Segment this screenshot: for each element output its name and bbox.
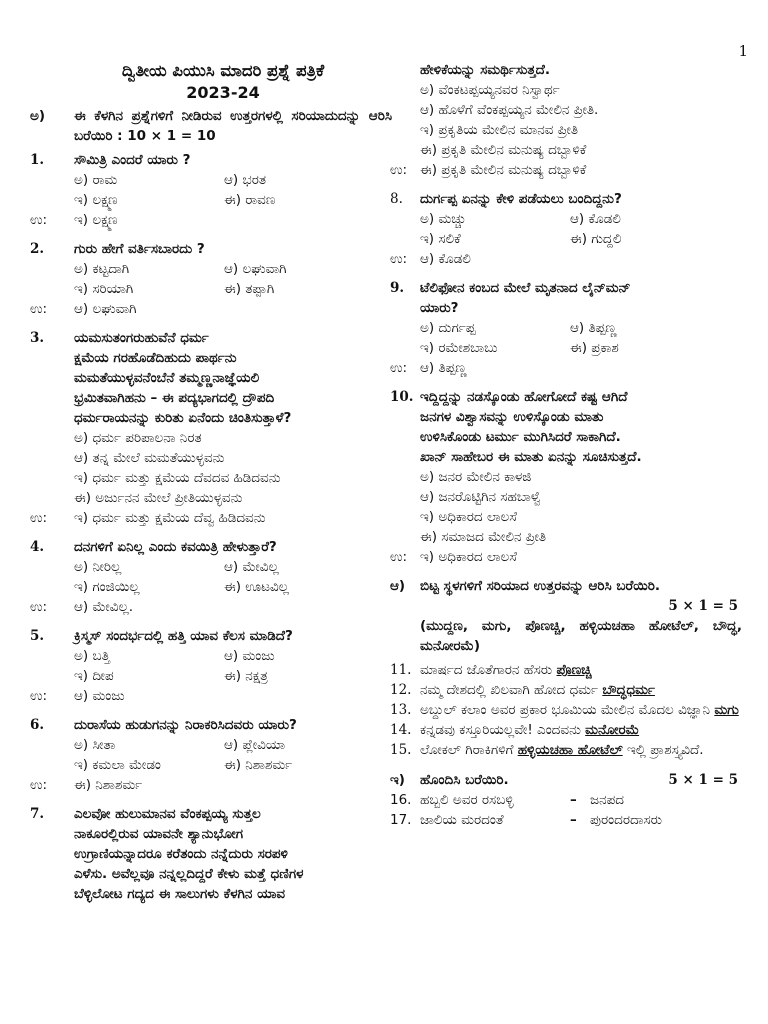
question-number: 1.	[30, 152, 45, 168]
section-label: ಆ)	[390, 578, 406, 594]
fill-item	[390, 700, 742, 720]
question-line: ಎಳೆಸು. ಅವೆಲ್ಲವೂ ನನ್ನಲ್ಲದಿದ್ದರೆ ಕೇಳು ಮತ್ತೆ ಧಣಿಗಳ	[74, 866, 304, 882]
item-number: 14.	[390, 722, 412, 738]
answer	[390, 160, 742, 180]
answer-text: ಈ) ನಿಶಾಶರ್ಮ	[74, 777, 143, 793]
match-item	[390, 790, 742, 810]
question-number: 10.	[390, 389, 414, 405]
item-text: ನಮ್ಮ ದೇಶದಲ್ಲಿ ಖಿಲವಾಗಿ ಹೋದ ಧರ್ಮ	[420, 682, 603, 698]
question-line: ಯಾರು?	[420, 300, 459, 316]
question	[30, 715, 392, 795]
option: ಆ) ಹೊಳೆಗೆ ವೆಂಕಪ್ಪಯ್ಯನ ಮೇಲಿನ ಪ್ರೀತಿ.	[420, 102, 599, 118]
answer-label: ಉ:	[30, 777, 48, 793]
answer-text: ಆ) ಲಘುವಾಗಿ	[74, 301, 137, 317]
fill-item	[390, 680, 742, 700]
question	[390, 189, 742, 269]
answer	[30, 686, 392, 706]
fill-item	[390, 720, 742, 740]
option: ಈ) ಅರ್ಜುನನ ಮೇಲೆ ಪ್ರೀತಿಯುಳ್ಳವನು	[74, 490, 243, 506]
question-number: 5.	[30, 628, 45, 644]
section-label: ಇ)	[390, 772, 405, 788]
option: ಆ) ತನ್ನ ಮೇಲೆ ಮಮತೆಯುಳ್ಳವನು	[74, 450, 225, 466]
item-text-end: ಇಲ್ಲಿ ಪ್ರಾಶಸ್ತ್ಯವಿದೆ.	[622, 742, 704, 758]
answer	[390, 547, 742, 567]
answer-label: ಉ:	[390, 549, 408, 565]
option: ಇ) ಅಧಿಕಾರದ ಲಾಲಸೆ	[420, 509, 517, 525]
option: ಇ) ಸಲಿಕೆ	[420, 231, 461, 247]
word-bank: (ಮುದ್ದಣ, ಮಗು, ಪೊಣಚ್ಚಿ, ಹಳ್ಳಿಯಚಹಾ ಹೋಟೆಲ್, ಬೌದ್ಧ, ಮನೋರಮೆ)	[420, 618, 742, 654]
item-number: 12.	[390, 682, 412, 698]
question-number: 8.	[390, 191, 403, 207]
question-number: 3.	[30, 330, 45, 346]
match-right: ಪುರಂದರದಾಸರು	[590, 812, 663, 828]
option: ಆ) ಲಘುವಾಗಿ	[224, 261, 287, 277]
question-line: ಎಲವೋ ಹುಲುಮಾನವ ವೆಂಕಪ್ಪಯ್ಯ ಸುತ್ತಲ	[74, 806, 261, 822]
match-dash: –	[570, 812, 577, 828]
option: ಈ) ಊಟವಿಲ್ಲ	[224, 579, 290, 595]
item-text: ಲೋಕಲ್ ಗಿರಾಕಿಗಳಿಗೆ	[420, 742, 518, 758]
right-column	[390, 60, 742, 830]
options	[30, 735, 392, 775]
answer-text: ಇ) ಅಧಿಕಾರದ ಲಾಲಸೆ	[420, 549, 517, 565]
fill-item	[390, 660, 742, 680]
question	[390, 387, 742, 567]
option: ಇ) ಗಂಜಿಯಿಲ್ಲ	[74, 579, 140, 595]
option: ಇ) ಸರಿಯಾಗಿ	[74, 281, 134, 297]
option: ಆ) ಜನರೊಟ್ಟಿಗಿನ ಸಹಬಾಳ್ವೆ	[420, 489, 542, 505]
question	[30, 239, 392, 319]
options	[30, 259, 392, 299]
item-answer: ಪೊಣಚ್ಚಿ	[556, 662, 592, 678]
option: ಅ) ಧರ್ಮ ಪರಿಪಾಲನಾ ನಿರತ	[74, 430, 202, 446]
option: ಈ) ತಪ್ಪಾಗಿ	[224, 281, 275, 297]
question-continuation: ಹೇಳಿಕೆಯನ್ನು ಸಮರ್ಥಿಸುತ್ತದೆ.	[420, 62, 550, 78]
question-line: ನಾಕೂರಲ್ಲಿರುವ ಯಾವನೇ ಶ್ಯಾನುಭೋಗ	[74, 826, 244, 842]
question	[30, 626, 392, 706]
question-text: ದುರ್ಗಪ್ಪ ಏನನ್ನು ಕೇಳಿ ಪಡೆಯಲು ಬಂದಿದ್ದನು?	[420, 191, 622, 207]
option: ಇ) ಧರ್ಮ ಮತ್ತು ಕ್ಷಮೆಯ ದೆವದವ ಹಿಡಿದವನು	[74, 470, 281, 486]
question-number: 2.	[30, 241, 45, 257]
option: ಇ) ಕಮಲಾ ಮೇಡಂ	[74, 757, 161, 773]
option: ಈ) ಸಮಾಜದ ಮೇಲಿನ ಪ್ರೀತಿ	[420, 529, 547, 545]
answer-label: ಉ:	[390, 251, 408, 267]
options	[390, 318, 742, 358]
options	[30, 646, 392, 686]
question-text: ಕ್ರಿಸ್ಮಸ್ ಸಂದರ್ಭದಲ್ಲಿ ಹತ್ತಿ ಯಾವ ಕೆಲಸ ಮಾಡಿದೆ?	[74, 628, 293, 644]
answer-text: ಈ) ಪ್ರಕೃತಿ ಮೇಲಿನ ಮನುಷ್ಯ ದಬ್ಬಾಳಿಕೆ	[420, 162, 587, 178]
section-a-instruction	[30, 106, 392, 146]
answer-label: ಉ:	[390, 162, 408, 178]
answer-text: ಆ) ತಿಪ್ಪಣ್ಣ	[420, 360, 467, 376]
option: ಈ) ನಕ್ಷತ್ರ	[224, 668, 268, 684]
left-column	[30, 60, 392, 904]
item-number: 17.	[390, 812, 412, 828]
answer-label: ಉ:	[30, 212, 48, 228]
option: ಆ) ಮೇವಿಲ್ಲ	[224, 559, 279, 575]
answer	[30, 597, 392, 617]
item-number: 16.	[390, 792, 412, 808]
option: ಅ) ಸೀತಾ	[74, 737, 116, 753]
option: ಈ) ರಾವಣ	[224, 192, 276, 208]
question-line: ಉಳಿಸಿಕೊಂಡು ಟರ್ಮು ಮುಗಿಸಿದರೆ ಸಾಕಾಗಿದೆ.	[420, 429, 621, 445]
question-text	[74, 328, 392, 428]
option: ಅ) ರಾಮ	[74, 172, 118, 188]
question-text	[420, 387, 742, 467]
question-line: ಮಮತೆಯುಳ್ಳವನೆಂಬೆನೆ ತಮ್ಮಣ್ಣನಾಜ್ಞೆಯಲಿ	[74, 370, 260, 386]
item-number: 15.	[390, 742, 412, 758]
answer	[30, 775, 392, 795]
option: ಇ) ಪ್ರಕೃತಿಯ ಮೇಲಿನ ಮಾನವ ಪ್ರೀತಿ	[420, 122, 579, 138]
question-text	[74, 804, 392, 904]
question-text	[420, 278, 742, 318]
match-left: ಜಾಲಿಯ ಮರದಂತೆ	[420, 812, 504, 828]
answer	[30, 299, 392, 319]
page-number: 1	[738, 42, 748, 60]
option: ಅ) ಮಚ್ಚು	[420, 211, 467, 227]
answer-label: ಉ:	[30, 301, 48, 317]
section-instruction: ಈ ಕೆಳಗಿನ ಪ್ರಶ್ನೆಗಳಿಗೆ ನೀಡಿರುವ ಉತ್ತರಗಳಲ್ಲಿ ಸರಿಯಾದುದನ್ನು ಆರಿಸಿ ಬರೆಯಿರಿ : 10 × 1 = 10	[74, 108, 392, 144]
answer	[30, 508, 392, 528]
question-line: ಬೆಳ್ಳಿಲೋಟ ಗದ್ಯದ ಈ ಸಾಲುಗಳು ಕೆಳಗಿನ ಯಾವ	[74, 886, 286, 902]
question	[390, 278, 742, 378]
item-number: 13.	[390, 702, 412, 718]
question-number: 4.	[30, 539, 45, 555]
option: ಅ) ಕಟ್ಟದಾಗಿ	[74, 261, 130, 277]
question-text: ಸೌಮಿತ್ರಿ ಎಂದರೆ ಯಾರು ?	[74, 152, 191, 168]
option: ಈ) ಪ್ರಕೃತಿ ಮೇಲಿನ ಮನುಷ್ಯ ದಬ್ಬಾಳಿಕೆ	[420, 142, 587, 158]
answer-label: ಉ:	[30, 599, 48, 615]
option: ಅ) ದುರ್ಗಪ್ಪ	[420, 320, 476, 336]
question-line: ಇದ್ದಿದ್ದನ್ನು ನಡಸ್ಕೊಂಡು ಹೋಗೋದೆ ಕಷ್ಟ ಆಗಿದೆ	[420, 389, 628, 405]
fill-item	[390, 740, 742, 760]
option: ಇ) ರಮೇಶಬಾಬು	[420, 340, 498, 356]
question	[30, 537, 392, 617]
answer	[390, 249, 742, 269]
option: ಈ) ಗುದ್ದಲಿ	[570, 231, 622, 247]
question	[30, 328, 392, 528]
match-right: ಜನಪದ	[590, 792, 624, 808]
option: ಆ) ಭರತ	[224, 172, 266, 188]
question-number: 7.	[30, 806, 45, 822]
item-text: ಮಾರ್ಷದ ಜೊತೆಗಾರನ ಹೆಸರು	[420, 662, 557, 678]
option: ಆ) ತಿಪ್ಪಣ್ಣ	[570, 320, 617, 336]
answer-text: ಆ) ಮೇವಿಲ್ಲ.	[74, 599, 134, 615]
section-label: ಅ)	[30, 108, 46, 124]
answer	[390, 358, 742, 378]
question-line: ಭ್ರಮಿತವಾಗಿಹನು – ಈ ಪದ್ಯಭಾಗದಲ್ಲಿ ದ್ರೌಪದಿ	[74, 390, 275, 406]
answer-label: ಉ:	[390, 360, 408, 376]
option: ಆ) ಕೊಡಲಿ	[570, 211, 621, 227]
question-line: ಧರ್ಮರಾಯನನ್ನು ಕುರಿತು ಏನೆಂದು ಚಿಂತಿಸುತ್ತಾಳೆ?	[74, 410, 292, 426]
section-instruction: ಬಿಟ್ಟ ಸ್ಥಳಗಳಿಗೆ ಸರಿಯಾದ ಉತ್ತರವನ್ನು ಆರಿಸಿ ಬರೆಯಿರಿ.	[420, 578, 660, 594]
question-line: ಕ್ಷಮೆಯ ಗರಹೊಡೆದಿಹುದು ಪಾರ್ಥನು	[74, 350, 237, 366]
options	[390, 209, 742, 249]
option: ಅ) ಬತ್ತಿ	[74, 648, 110, 664]
answer-text: ಆ) ಕೊಡಲಿ	[420, 251, 471, 267]
question-number: 9.	[390, 280, 405, 296]
option: ಆ) ಪ್ಲೇವಿಯಾ	[224, 737, 286, 753]
question-line: ಟೆಲಿಫೋನ ಕಂಬದ ಮೇಲೆ ಮೃತನಾದ ಲೈನ್‌ಮನ್	[420, 280, 631, 296]
item-answer: ಮನೋರಮೆ	[585, 722, 640, 738]
page-title: ದ್ವಿತೀಯ ಪಿಯುಸಿ ಮಾದರಿ ಪ್ರಶ್ನೆ ಪತ್ರಿಕೆ	[121, 61, 325, 80]
option: ಅ) ನೀರಿಲ್ಲ	[74, 559, 122, 575]
option: ಅ) ಜನರ ಮೇಲಿನ ಕಾಳಜಿ	[420, 469, 532, 485]
academic-year: 2023-24	[186, 83, 260, 102]
item-text: ಅಬ್ದುಲ್ ಕಲಾಂ ಅವರ ಪ್ರಕಾರ ಭೂಮಿಯ ಮೇಲಿನ ಮೊದಲ ವಿಜ್ಞಾನಿ	[420, 702, 715, 718]
question-text: ಗುರು ಹೇಗೆ ವರ್ತಿಸಬಾರದು ?	[74, 241, 205, 257]
item-text: ಕನ್ನಡವು ಕಸ್ತೂರಿಯಲ್ಲವೇ! ಎಂದವನು	[420, 722, 586, 738]
answer-text: ಇ) ಧರ್ಮ ಮತ್ತು ಕ್ಷಮೆಯ ದೆವ್ವ ಹಿಡಿದವನು	[74, 510, 266, 526]
option: ಇ) ಲಕ್ಷ್ಮಣ	[74, 192, 118, 208]
answer-text: ಇ) ಲಕ್ಷ್ಮಣ	[74, 212, 118, 228]
section-score: 5 × 1 = 5	[668, 598, 738, 614]
question-text: ದುರಾಸೆಯ ಹುಡುಗನನ್ನು ನಿರಾಕರಿಸಿದವರು ಯಾರು?	[74, 717, 297, 733]
options	[30, 557, 392, 597]
item-answer: ಮಗು	[714, 702, 739, 718]
section-instruction: ಹೊಂದಿಸಿ ಬರೆಯಿರಿ.	[420, 772, 509, 788]
question-line: ಉಗ್ರಾಣಿಯನ್ನಾದರೂ ಕರೆತಂದು ನನ್ನೆದುರು ಸರಪಳಿ	[74, 846, 288, 862]
answer-label: ಉ:	[30, 688, 48, 704]
item-number: 11.	[390, 662, 412, 678]
question	[30, 804, 392, 904]
section-score: 5 × 1 = 5	[668, 772, 738, 788]
question-line: ಖಾನ್ ಸಾಹೇಬರ ಈ ಮಾತು ಏನನ್ನು ಸೂಚಿಸುತ್ತದೆ.	[420, 449, 642, 465]
item-answer: ಬೌದ್ಧಧರ್ಮ	[602, 682, 655, 698]
question-line: ಯಮಸುತಂಗರುಹುವೆನೆ ಧರ್ಮ	[74, 330, 209, 346]
option: ಇ) ದೀಪ	[74, 668, 114, 684]
option: ಈ) ಪ್ರಕಾಶ	[570, 340, 619, 356]
question-line: ಜನಗಳ ವಿಶ್ವಾಸವನ್ನು ಉಳಿಸ್ಕೊಂಡು ಮಾತು	[420, 409, 604, 425]
option: ಅ) ವೆಂಕಟಪ್ಪಯ್ಯನವರ ನಿಸ್ವಾರ್ಥ	[420, 82, 560, 98]
match-item	[390, 810, 742, 830]
answer-text: ಆ) ಮಂಜು	[74, 688, 125, 704]
match-dash: –	[570, 792, 577, 808]
option: ಈ) ನಿಶಾಶರ್ಮ	[224, 757, 293, 773]
answer	[30, 210, 392, 230]
item-answer: ಹಳ್ಳಿಯಚಹಾ ಹೋಟೆಲ್	[517, 742, 623, 758]
options	[30, 170, 392, 210]
option: ಆ) ಮಂಜು	[224, 648, 275, 664]
answer-label: ಉ:	[30, 510, 48, 526]
question-number: 6.	[30, 717, 45, 733]
section-i	[390, 770, 742, 790]
question	[30, 150, 392, 230]
match-left: ಹಬ್ಬಲಿ ಅವರ ರಸಬಳ್ಳಿ	[420, 792, 514, 808]
section-aa	[390, 576, 742, 656]
question-text: ದನಗಳಿಗೆ ಏನಿಲ್ಲ ಎಂದು ಕವಯಿತ್ರಿ ಹೇಳುತ್ತಾರೆ?	[74, 539, 277, 555]
